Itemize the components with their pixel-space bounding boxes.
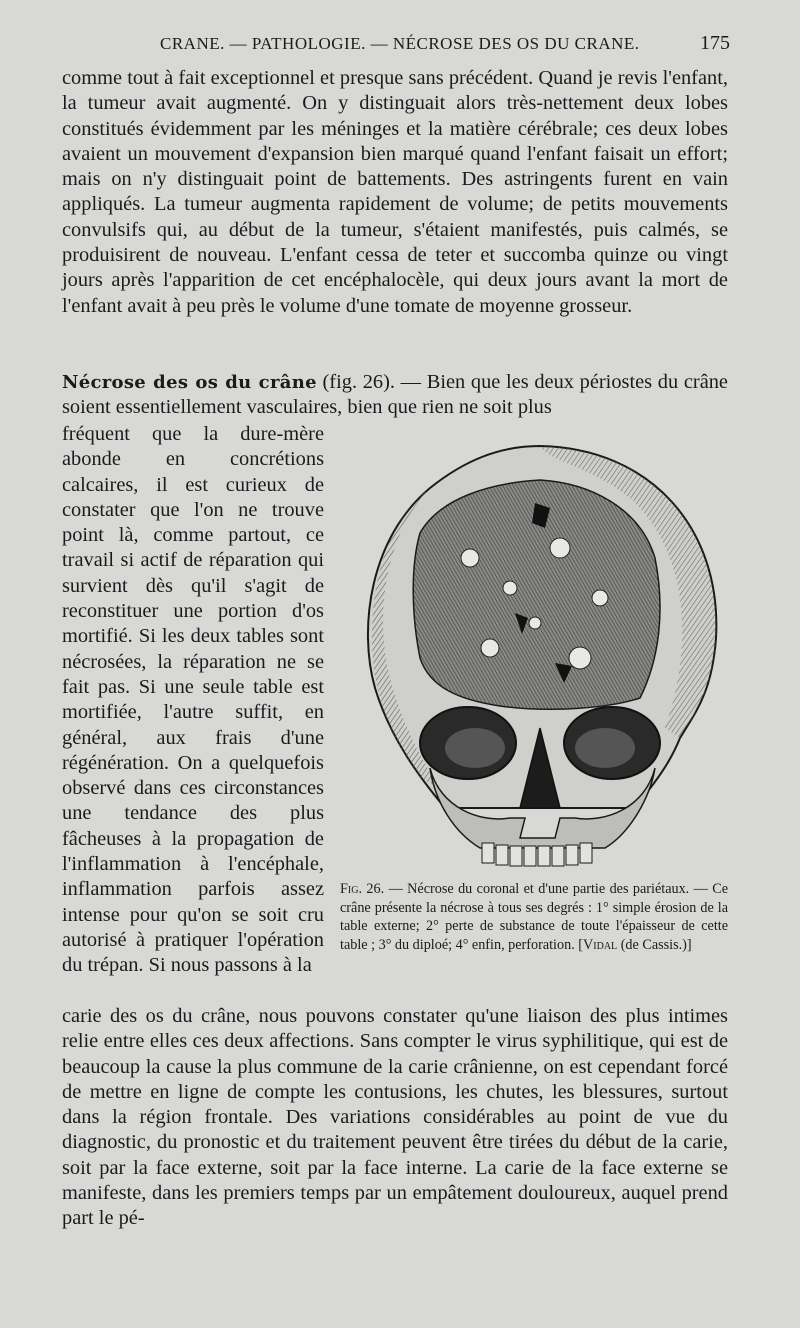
skull-engraving-figure [350, 438, 730, 870]
show-through-footer [60, 1240, 730, 1260]
running-title: CRANE. — PATHOLOGIE. — NÉCROSE DES OS DU CRANE. [160, 34, 640, 53]
paragraph-encephalocele-case: comme tout à fait exceptionnel et presque sans précédent. Quand je revis l'enfant, la tumeur avait augmenté. On y distinguait alors très-nettement deux lobes constitués évidemment par les méninges et la matière cérébrale; ces deux lobes avaient un mouvement d'expansion bien marqué quand l'enfant faisait un effort; mais on n'y distinguait point de battements. Des astringents furent en vain appliqués. La tumeur augmenta rapidement de volume; de petits mouvements convulsifs qui, au début de la tumeur, s'étaient manifestés, puis calmés, se produisirent de nouveau. L'enfant cessa de teter et succomba quinze ou vingt jours après l'apparition de cet encéphalocèle, qui deux jours avant la mort de l'enfant avait à peu près le volume d'une tomate de moyenne grosseur. [62, 67, 728, 317]
figure-author: Vidal [583, 936, 618, 953]
skull-illustration [350, 438, 730, 870]
paragraph-necrosis-left-column: fréquent que la dure-mère abonde en concrétions calcaires, il est curieux de constater que l'on ne trouve point là, comme partout, ce travail si actif de réparation qui survient dès qu'il s'agit de reconstituer une portion d'os mortifié. Si les deux tables sont nécrosées, la réparation ne se fait pas. Si une seule table est mortifiée, l'autre suffit, en général, aux frais d'une régénération. On a quelquefois observé dans ces circonstances une tendance des plus fâcheuses à la propagation de l'inflammation à l'encéphale, inflammation parfois assez intense pour qu'on se soit cru autorisé à pratiquer l'opération du trépan. Si nous passons à la [62, 423, 324, 977]
figure-caption [340, 880, 728, 954]
section-rubric: Nécrose des os du crâne [62, 372, 317, 393]
figure-label: Fig. 26. [340, 881, 385, 897]
paragraph-necrosis-intro [62, 370, 728, 422]
figure-caption-text: — Nécrose du coronal et d'une partie des pariétaux. — Ce crâne présente la nécrose à tous ses degrés : 1° simple érosion de la table externe; 2° perte de substance de toute l'épaisseur de cette table ; 3° du diploé; 4° enfin, perforation. [ [340, 881, 729, 953]
running-header [60, 32, 730, 62]
page-number: 175 [700, 32, 730, 54]
paragraph-caries: carie des os du crâne, nous pouvons constater qu'une liaison des plus intimes relie entre elles ces deux affections. Sans compter le virus syphilitique, qui est de beaucoup la cause la plus commune de la carie crânienne, on est cependant forcé de mettre en ligne de compte les contusions, les chutes, les blessures, surtout dans la région frontale. Des variations considérables au point de vue du diagnostic, du pronostic et du traitement peuvent être tirées du début de la carie, soit par la face externe, soit par la face interne. La carie de la face externe se manifeste, dans les premiers temps par un empâtement douloureux, auquel prend part le pé- [62, 1005, 728, 1230]
paragraph-necrosis-intro-text: (fig. 26). — Bien que les deux périostes du crâne soient essentiellement vasculaires, bien que rien ne soit plus [62, 371, 728, 419]
figure-caption-end: (de Cassis.)] [617, 936, 692, 953]
